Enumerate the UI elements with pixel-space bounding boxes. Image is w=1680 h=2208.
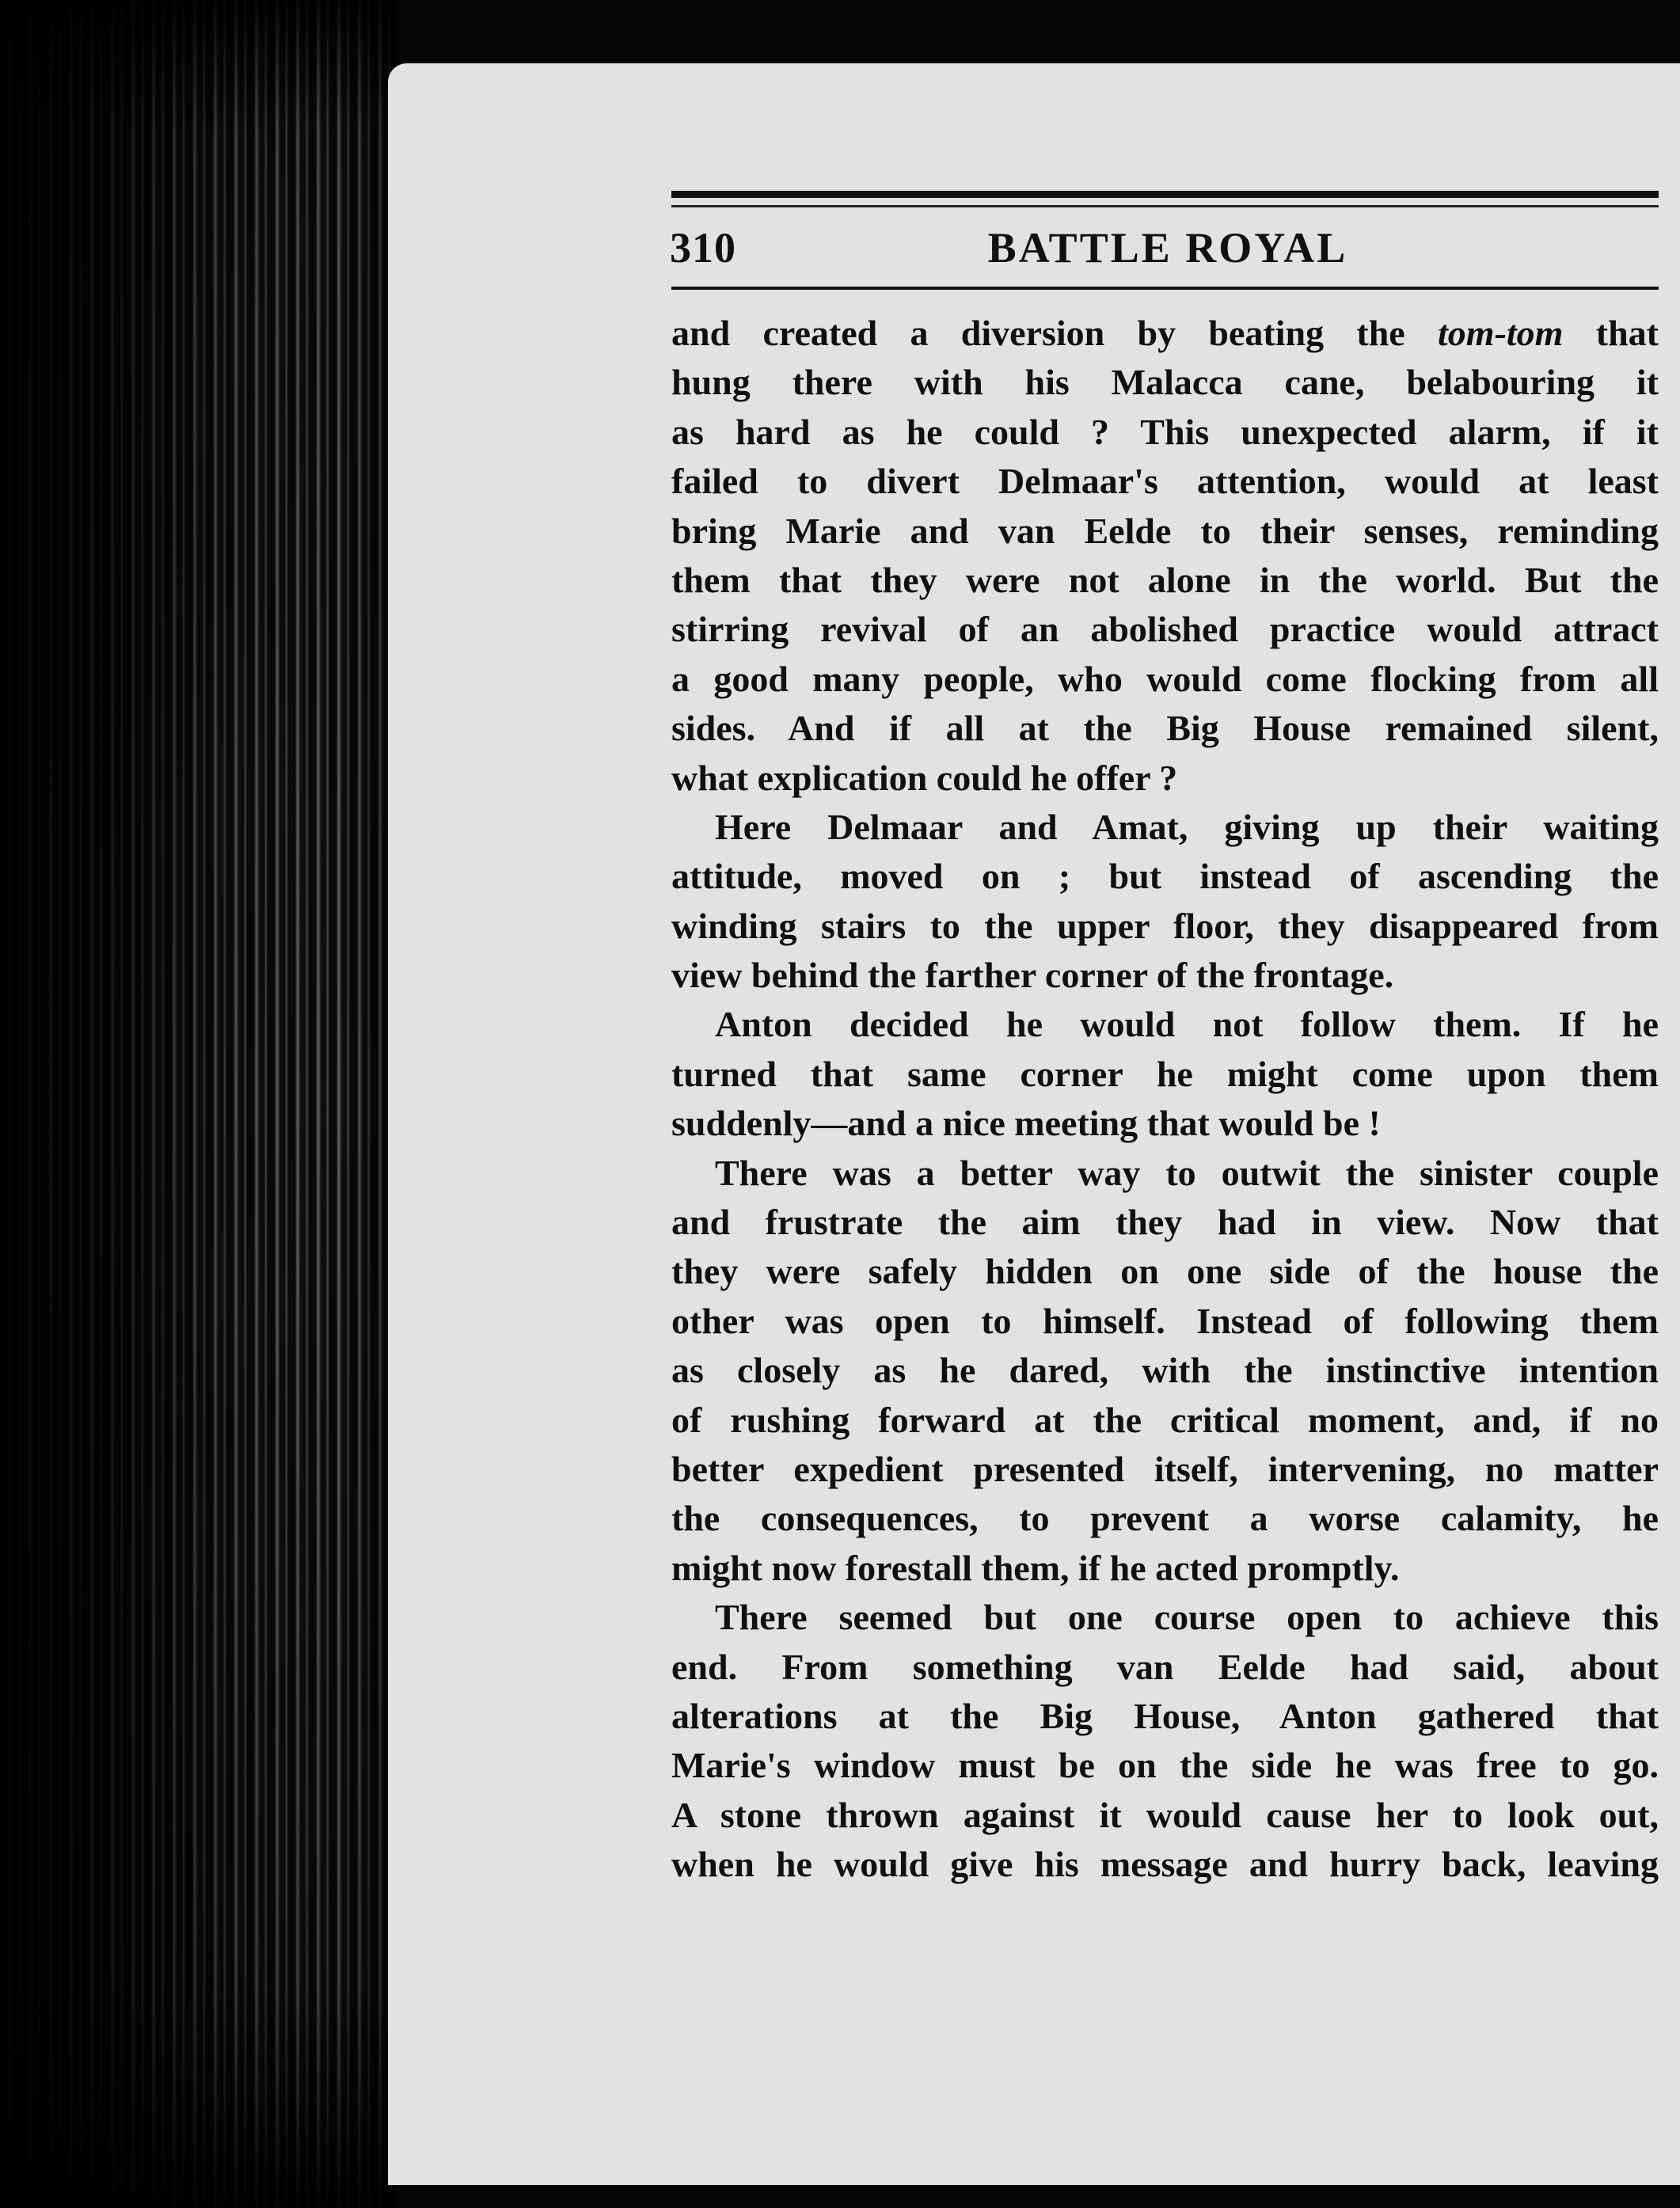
text-line: as hard as he could ? This unexpected alarm, if it	[671, 411, 1659, 452]
header-bottom-rule	[671, 287, 1659, 290]
text-line: they were safely hidden on one side of the house the	[671, 1251, 1659, 1292]
paragraph-start-line: Anton decided he would not follow them. If he	[715, 1004, 1659, 1045]
text-line: what explication could he offer ?	[671, 757, 1178, 798]
text-line: and frustrate the aim they had in view. Now that	[671, 1202, 1659, 1243]
text-line: bring Marie and van Eelde to their senses, reminding	[671, 510, 1659, 551]
text-line: view behind the farther corner of the frontage.	[671, 955, 1394, 996]
text-line: alterations at the Big House, Anton gathered that	[671, 1695, 1659, 1736]
text-line: stirring revival of an abolished practice would attract	[671, 609, 1659, 650]
paragraph-start-line: There seemed but one course open to achieve this	[715, 1597, 1659, 1638]
text-line: other was open to himself. Instead of following them	[671, 1300, 1659, 1341]
text-line: better expedient presented itself, intervening, no matter	[671, 1448, 1659, 1489]
text-line: as closely as he dared, with the instinctive intention	[671, 1350, 1659, 1391]
running-head: BATTLE ROYAL	[987, 224, 1348, 272]
text-line: sides. And if all at the Big House remained silent,	[671, 708, 1659, 749]
text-line: A stone thrown against it would cause her to look out,	[671, 1794, 1659, 1835]
text-line: hung there with his Malacca cane, belabouring it	[671, 362, 1659, 403]
header-top-rule	[671, 191, 1659, 198]
text-line: when he would give his message and hurry back, leaving	[671, 1844, 1659, 1885]
text-line: might now forestall them, if he acted promptly.	[671, 1547, 1400, 1588]
text-line: suddenly—and a nice meeting that would be !	[671, 1103, 1381, 1144]
text-line: Marie's window must be on the side he was free to go.	[671, 1745, 1659, 1786]
text-line: failed to divert Delmaar's attention, would at least	[671, 461, 1659, 502]
text-line: winding stairs to the upper floor, they disappeared from	[671, 905, 1659, 946]
text-line: of rushing forward at the critical moment, and, if no	[671, 1399, 1659, 1440]
text-line: and created a diversion by beating the tom-tom that	[671, 313, 1659, 353]
emphasized-word: tom-tom	[1438, 313, 1564, 353]
page-number: 310	[670, 224, 736, 272]
text-line: attitude, moved on ; but instead of ascending the	[671, 856, 1659, 897]
paragraph-start-line: Here Delmaar and Amat, giving up their waiting	[715, 806, 1659, 847]
text-line: a good many people, who would come flocking from all	[671, 658, 1659, 699]
paragraph-start-line: There was a better way to outwit the sinister couple	[715, 1152, 1659, 1193]
text-line: them that they were not alone in the world. But the	[671, 559, 1659, 600]
body-text	[671, 309, 1659, 1890]
text-line: the consequences, to prevent a worse calamity, he	[671, 1498, 1659, 1539]
binding-vertical-shadow	[0, 0, 396, 2208]
text-line: end. From something van Eelde had said, about	[671, 1646, 1659, 1687]
header-top-thin-rule	[671, 205, 1659, 207]
text-line: turned that same corner he might come upon them	[671, 1053, 1659, 1094]
